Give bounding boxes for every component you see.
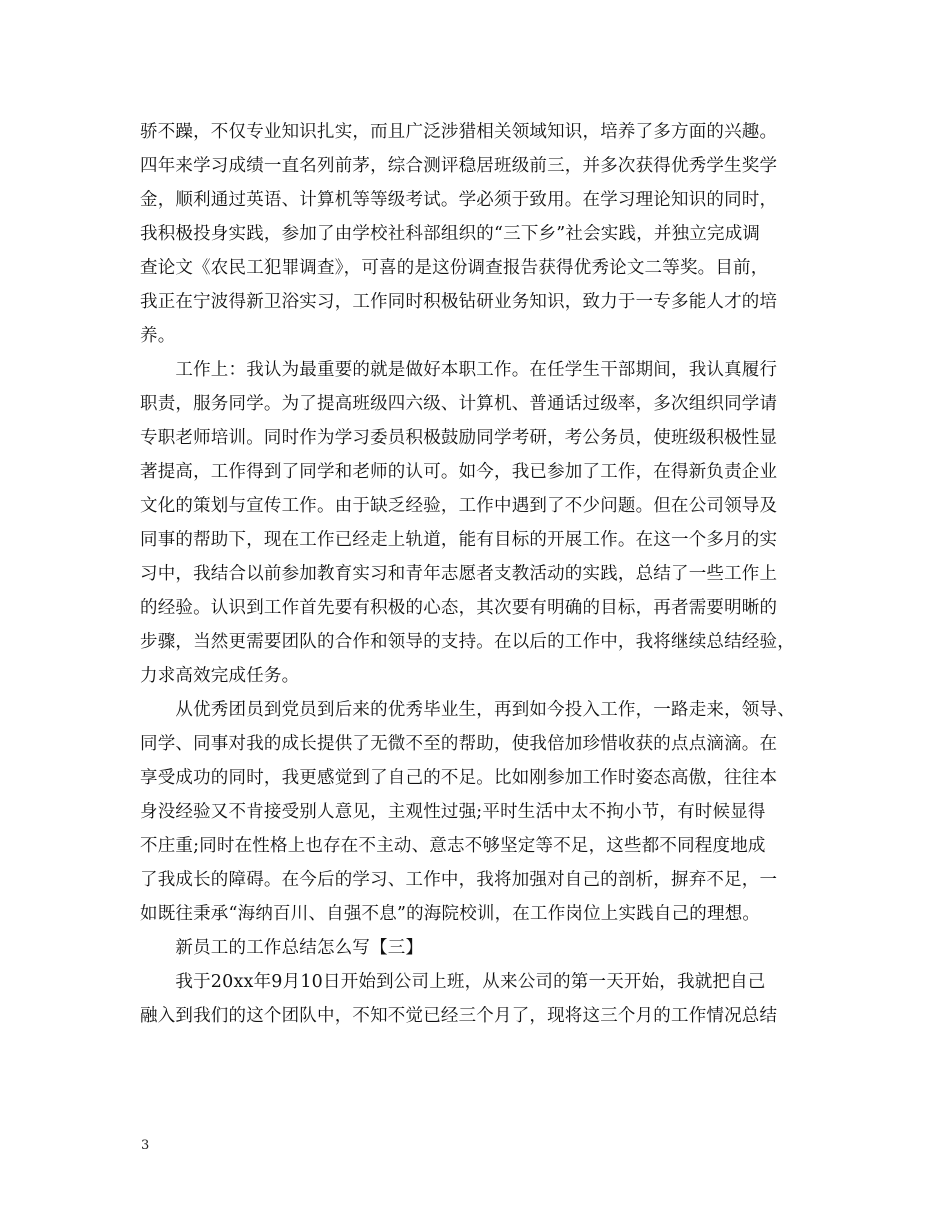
text-line: 查论文《农民工犯罪调查》，可喜的是这份调查报告获得优秀论文二等奖。目前， bbox=[140, 258, 769, 278]
text-line: 同学、同事对我的成长提供了无微不至的帮助，使我倍加珍惜收获的点点滴滴。在 bbox=[140, 734, 778, 754]
text-line: 力求高效完成任务。 bbox=[140, 666, 300, 686]
text-line: 融入到我们的这个团队中，不知不觉已经三个月了，现将这三个月的工作情况总结 bbox=[140, 1006, 778, 1026]
text-line: 从优秀团员到党员到后来的优秀毕业生，再到如今投入工作，一路走来，领导、 bbox=[140, 700, 795, 720]
text-line: 工作上：我认为最重要的就是做好本职工作。在任学生干部期间，我认真履行 bbox=[140, 360, 778, 380]
text-line: 专职老师培训。同时作为学习委员积极鼓励同学考研，考公务员，使班级积极性显 bbox=[140, 428, 778, 448]
text-line: 的经验。认识到工作首先要有积极的心态，其次要有明确的目标，再者需要明晰的 bbox=[140, 598, 778, 618]
body-text bbox=[140, 115, 820, 1033]
text-line: 著提高，工作得到了同学和老师的认可。如今，我已参加了工作，在得新负责企业 bbox=[140, 462, 778, 482]
text-line: 职责，服务同学。为了提高班级四六级、计算机、普通话过级率，多次组织同学请 bbox=[140, 394, 778, 414]
text-line: 我积极投身实践，参加了由学校社科部组织的“三下乡”社会实践，并独立完成调 bbox=[140, 224, 761, 244]
text-line: 步骤，当然更需要团队的合作和领导的支持。在以后的工作中，我将继续总结经验， bbox=[140, 632, 795, 652]
text-line: 不庄重;同时在性格上也存在不主动、意志不够坚定等不足，这些都不同程度地成 bbox=[140, 836, 766, 856]
text-line: 习中，我结合以前参加教育实习和青年志愿者支教活动的实践，总结了一些工作上 bbox=[140, 564, 778, 584]
text-line: 了我成长的障碍。在今后的学习、工作中，我将加强对自己的剖析，摒弃不足，一 bbox=[140, 870, 778, 890]
section-heading: 新员工的工作总结怎么写【三】 bbox=[140, 938, 424, 958]
text-line: 金，顺利通过英语、计算机等等级考试。学必须于致用。在学习理论知识的同时， bbox=[140, 190, 778, 210]
text-line: 骄不躁，不仅专业知识扎实，而且广泛涉猎相关领域知识，培养了多方面的兴趣。 bbox=[140, 122, 778, 142]
text-line: 我于20xx年9月10日开始到公司上班，从来公司的第一天开始，我就把自己 bbox=[140, 972, 766, 992]
text-line: 身没经验又不肯接受别人意见，主观性过强;平时生活中太不拘小节，有时候显得 bbox=[140, 802, 766, 822]
text-line: 养。 bbox=[140, 326, 176, 346]
text-line: 享受成功的同时，我更感觉到了自己的不足。比如刚参加工作时姿态高傲，往往本 bbox=[140, 768, 778, 788]
text-line: 同事的帮助下，现在工作已经走上轨道，能有目标的开展工作。在这一个多月的实 bbox=[140, 530, 778, 550]
text-line: 四年来学习成绩一直名列前茅，综合测评稳居班级前三，并多次获得优秀学生奖学 bbox=[140, 156, 778, 176]
text-line: 文化的策划与宣传工作。由于缺乏经验，工作中遇到了不少问题。但在公司领导及 bbox=[140, 496, 778, 516]
text-line: 我正在宁波得新卫浴实习，工作同时积极钻研业务知识，致力于一专多能人才的培 bbox=[140, 292, 778, 312]
page-number: 3 bbox=[141, 1138, 150, 1153]
text-line: 如既往秉承“海纳百川、自强不息”的海院校训，在工作岗位上实践自己的理想。 bbox=[140, 904, 761, 924]
